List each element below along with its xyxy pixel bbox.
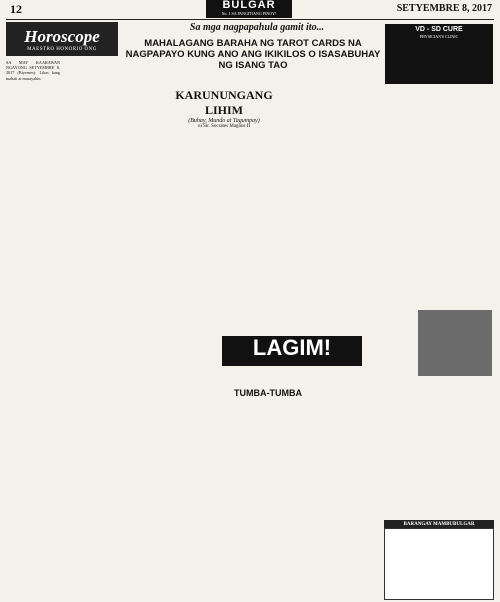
- horoscope-column-2: [62, 60, 118, 600]
- article-column-3: [298, 136, 382, 336]
- clinic-ad-title: VD - SD CURE: [415, 26, 463, 33]
- tumba-title: TUMBA-TUMBA: [234, 388, 302, 398]
- page-number: 12: [10, 2, 22, 16]
- karunungan-sub: (Buhay, Mundo at Tagumpay): [188, 118, 260, 124]
- headline-title: MAHALAGANG BARAHA NG TAROT CARDS NA NAGPAPAYO KUNG ANO ANG IKIKILOS O ISASABUHAY NG ISANG TAO: [125, 38, 381, 71]
- karunungan-box: [164, 88, 284, 129]
- columnist-photo: [418, 310, 492, 376]
- horoscope-intro: SA MAY KAARAWAN NGAYONG SETYEMBRE 8, 2017 (Biyernes): Likas kang mabait at masayahin.: [6, 60, 60, 81]
- masthead-title: BULGAR: [222, 0, 276, 11]
- comic-title: BARANGAY MAMBUBULGAR: [384, 520, 494, 529]
- horoscope-byline: MAESTRO HONORIO ONG: [27, 46, 97, 52]
- article-column-1: [122, 136, 206, 336]
- masthead-tagline: No. 1 SA PANGITIANG PINOY!: [221, 11, 277, 16]
- clinic-ad-body: PHYSICIAN'S CLINIC: [419, 34, 459, 39]
- page-date: SETYEMBRE 8, 2017: [396, 3, 492, 14]
- comic-strip: [384, 528, 494, 600]
- karunungan-author: ni Sir. Socrates Magnus II: [197, 124, 251, 129]
- horoscope-title: Horoscope: [24, 26, 100, 46]
- masthead: [206, 0, 292, 18]
- horoscope-column-1: [6, 60, 60, 600]
- clinic-ad: [385, 24, 493, 84]
- karunungan-title: KARUNUNGANG LIHIM: [175, 88, 273, 117]
- headline-kicker: Sa mga nagpapahula gamit ito...: [189, 22, 325, 33]
- article-column-2: [210, 136, 294, 336]
- horoscope-header: [6, 22, 118, 56]
- top-divider: [6, 19, 494, 20]
- lagim-logo: LAGIM!: [222, 336, 362, 366]
